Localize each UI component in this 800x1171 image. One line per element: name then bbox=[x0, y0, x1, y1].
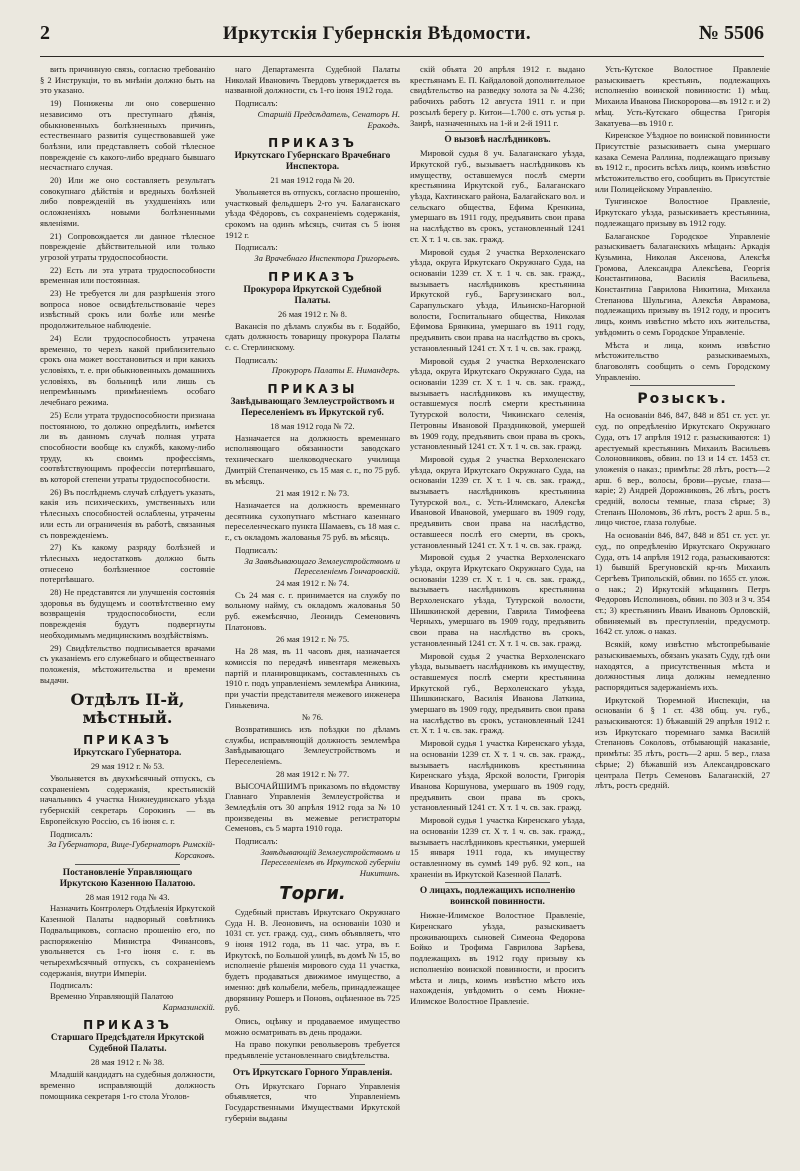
order-subheading: Завѣдывающаго Землеустройствомъ и Переселеніемъ въ Иркутской губ. bbox=[230, 397, 395, 419]
paragraph: Мировой судья 2 участка Верхоленскаго уѣзда, округа Иркутскаго Окружнаго Суда, на основаніи 1239 ст. Х т. 1 ч. св. зак. гражд., вызываетъ наслѣдниковъ крестьянина Тутурской вол., с. Усть-Илимскаго, Алексѣя Ивановой Ивановой, умершаго въ 1909 году, предъявить свои права на наслѣдство, оставшееся послѣ его смерти, въ срокъ, установленный 1241 ст. Х т. 1 ч. св. зак. гражд. bbox=[410, 453, 585, 550]
paragraph: наго Департамента Судебной Палаты Николай Ивановичъ Твердовъ утверждается въ названной должности, съ 1-го іюня 1912 года. bbox=[225, 64, 400, 96]
divider bbox=[445, 131, 550, 132]
paragraph: 28) Не представятся ли улучшенія состоянія здоровья въ будущемъ и соотвѣтственно ему возвращенія трудоспособности, если поврежденія будутъ подвергнуты необходимымъ медицинскимъ воздѣйствіямъ. bbox=[40, 587, 215, 640]
order-date: 21 мая 1912 года № 20. bbox=[270, 175, 355, 186]
order-subheading: Иркутскаго Губернатора. bbox=[73, 748, 182, 759]
issue-number: № 5506 bbox=[698, 22, 764, 44]
signer: Старшій Предсѣдатель, Сенаторъ Н. Еракодъ. bbox=[257, 108, 400, 130]
signer: Завѣдывающій Землеустройствомъ и Переселеніемъ въ Иркутской губерніи Никитинъ. bbox=[260, 846, 400, 879]
paragraph: 27) Къ какому разряду болѣзней и тѣлесныхъ недостатковъ должно быть отнесено болѣзненное состояніе потерпѣвшаго. bbox=[40, 542, 215, 585]
column-2 bbox=[225, 64, 400, 1165]
order-date: № 76. bbox=[301, 712, 324, 723]
paragraph: Мировой судья 2 участка Верхоленскаго уѣзда, вызываетъ наслѣдниковъ къ имуществу, оставшемуся послѣ смерти крестьянина Иркутской губ., Верхоленскаго уѣзда, Шишкинскаго, Василія Иванова Латкина, умершаго въ 1909 году, предъявить свои права на наслѣдство въ срокъ, установленный 1241 ст. Х т. 1 ч. св. зак. гражд. bbox=[410, 650, 585, 736]
paragraph: 22) Есть ли эта утрата трудоспособности временная или постоянная. bbox=[40, 264, 215, 286]
order-date: 29 мая 1912 г. № 53. bbox=[90, 761, 165, 772]
divider bbox=[630, 385, 735, 386]
order-date: 26 мая 1912 г. № 8. bbox=[277, 308, 348, 319]
page-number: 2 bbox=[40, 22, 50, 44]
paragraph: Всякій, кому извѣстно мѣстопребываніе разыскиваемыхъ, обязанъ указать Суду, гдѣ они находятся, а присутственныя мѣста и должностныя лица должны немедленно распорядиться задержаніемъ ихъ. bbox=[595, 639, 770, 692]
order-subheading: Постановленіе Управляющаго Иркутскою Казенною Палатою. bbox=[59, 867, 196, 889]
section-subheading: Отъ Иркутскаго Горного Управленія. bbox=[232, 1067, 393, 1078]
order-date: 28 мая 1912 г. № 38. bbox=[90, 1057, 165, 1068]
signed-label: Подписалъ: bbox=[235, 242, 278, 253]
order-subheading: Иркутскаго Губернскаго Врачебнаго Инспектора. bbox=[234, 151, 391, 173]
order-heading: ПРИКАЗЪ bbox=[83, 1018, 172, 1033]
paragraph: На основаніи 846, 847, 848 и 851 ст. уст. уг. суд., по опредѣленію Иркутскаго Окружнаго Суда, отъ 14 апрѣля 1912 года, разыскиваются: 1) бывшій Брегуновскій кр-нъ Михаилъ Сергѣевъ Трипольскій, обвин. по 1655 ст. улож. о нак.; 2) Иркутскій мѣщанинъ Петръ Федоровъ Исполиновъ, обвин. по 303 и 3 ч. 354 ст.; 3) крестьянинъ Иванъ Ивановъ Орловскій, обвиняемый въ преступленіи, предусмотр. 1642 ст. улож. о наказ. bbox=[595, 530, 770, 637]
paragraph: Нижне-Илимское Волостное Правленіе, Киренскаго уѣзда, разыскиваетъ проживающихъ сыновей Симеона Федорова Бойко и Трофима Гаврилова Зарѣева, подлежащихъ въ 1912 году призыву къ исполненію воинской повинности, и проситъ мѣста и лицъ, коимъ извѣстно мѣсто ихъ нахожденія, увѣдомить о семъ Нижне-Илимское Волостное Правленіе. bbox=[410, 910, 585, 1006]
divider bbox=[75, 864, 180, 865]
section-heading: Отдѣлъ II-й, мѣстный. bbox=[70, 690, 185, 728]
paragraph: Отъ Иркутскаго Горнаго Управленія объявляется, что Управленіемъ Государственными Имуществами Иркутской губерніи выданы bbox=[225, 1080, 400, 1123]
paragraph: Съ 24 мая с. г. принимается на службу по вольному найму, съ окладомъ жалованья 50 руб. ежемѣсячно, Леонидъ Семеновичъ Платоновъ. bbox=[225, 589, 400, 632]
section-subheading: О вызовѣ наслѣдниковъ. bbox=[444, 135, 551, 146]
order-date: 28 мая 1912 г. № 77. bbox=[275, 768, 350, 779]
paragraph: На 28 мая, въ 11 часовъ дня, назначается комиссія по передачѣ инвентаря межевыхъ партій и планировщикамъ, составленныхъ съ 1910 г. подъ управленіемъ землемѣра Аникина, при участіи представителя межевого инженера Гинькевича. bbox=[225, 646, 400, 710]
paragraph: На основаніи 846, 847, 848 и 851 ст. уст. уг. суд. по опредѣленію Иркутскаго Окружнаго Суда, отъ 17 апрѣля 1912 г. разыскиваются: 1) арестуемый крестьянинъ Михаилъ Васильевъ Солоновниковъ, обвин. по 13 и 14 ст. 1453 ст. уложенія о наказ.; примѣты: 28 лѣтъ, ростъ—2 арш. 6 вер., волосы, брови—русые, глаза—карiе; 2) Андрей Дорожниковъ, 26 лѣтъ, ростъ средній, волосы темные, глаза сѣрые; 3) Степанъ Шоломовъ, 36 лѣтъ, ростъ 2 арш. 5 в., лицо чистое, глаза голубые. bbox=[595, 410, 770, 528]
paragraph: 21) Сопровождается ли данное тѣлесное поврежденіе дѣйствительной или только угрозой утраты трудоспособности. bbox=[40, 230, 215, 262]
paragraph: 26) Въ послѣднемъ случаѣ слѣдуетъ указать, какія изъ психическихъ, умственныхъ или тѣлесныхъ способностей ослаблены, утрачены или есть ли ограниченія въ работѣ, связанныя съ поврежденіемъ. bbox=[40, 486, 215, 540]
signer-role: Временно Управляющій Палатою bbox=[50, 991, 174, 1002]
signer: За Завѣдывающаго Землеустройствомъ и Переселеніемъ Гончаровскій. bbox=[244, 555, 400, 577]
signer: За Губернатора, Вице-Губернаторъ Римскій-Корсаковъ. bbox=[47, 839, 215, 860]
paragraph: Возвратившись изъ поѣздки по дѣламъ службы, исправляющій должность землемѣра Завѣдывающаго Землеустройствомъ и Переселеніемъ. bbox=[225, 724, 400, 767]
paragraph: Мировой судья 2 участка Верхоленскаго уѣзда, округа Иркутскаго Окружнаго Суда, на основаніи 1239 ст. Х т. 1 ч. св. зак. гражд., вызываетъ наслѣдниковъ крестьянина Верхоленскаго уѣзда, Тутурской волости, Шишкинской деревни, Гаврила Тимофеева Черныхъ, умершаго въ 1909 году, предъявить свои права на наслѣдство въ срокъ, установленный 1241 ст. Х т. 1 ч. св. зак. гражд. bbox=[410, 552, 585, 648]
signer: Кармазинскій. bbox=[162, 1001, 215, 1012]
paragraph: 25) Если утрата трудоспособности признана постоянною, то должно опредѣлить, имѣется ли въ данномъ случаѣ полная утрата способности вообще къ службѣ, какому-либо труду, къ своимъ профессіямъ, соотвѣтствующимъ профессіи потерпѣвшаго, въ которой степени утраты трудоспособности. bbox=[40, 409, 215, 485]
order-subheading: Прокурора Иркутской Судебной Палаты. bbox=[243, 284, 382, 306]
order-date: 18 мая 1912 года № 72. bbox=[270, 421, 355, 432]
order-date: 21 мая 1912 г. № 73. bbox=[275, 488, 350, 499]
order-date: 24 мая 1912 г. № 74. bbox=[275, 577, 350, 588]
column-4 bbox=[595, 64, 770, 1165]
paragraph: Киренское Уѣздное по воинской повинности Присутствіе разыскиваетъ сына умершаго казака Семена Раллина, подлежащаго призыву въ 1912 г., просить всѣхъ лицъ, коимъ извѣстно мѣстожительство его, сообщить въ Присутствіе или Полицейскому Управленію. bbox=[595, 130, 770, 194]
columns bbox=[40, 64, 770, 1165]
paragraph: Балаганское Городское Управленіе разыскиваетъ балаганскихъ мѣщанъ: Аркадія Кузьмина, Николая Аксенова, Алексѣя Громова, Александра Алексѣева, Георгія Константинова, Василія Васильева, Константина Гаврилова Никитина, Михаила Степанова Шульгина, Алексѣя Аврамова, подлежащихъ призыву въ 1912 году, и проситъ лицъ, коимъ извѣстно мѣсто ихъ жительства, увѣдомить о семъ Городское Управленіе. bbox=[595, 230, 770, 337]
newspaper-title: Иркутскія Губернскія Вѣдомости. bbox=[222, 23, 532, 44]
order-date: 28 мая 1912 года № 43. bbox=[85, 891, 170, 902]
paragraph: Мѣста и лица, коимъ извѣстно мѣстожительство разыскиваемыхъ, благоволятъ сообщить о семъ Городскому Управленію. bbox=[595, 339, 770, 382]
signed-label: Подписалъ: bbox=[235, 98, 278, 109]
paragraph: Назначается на должность временнаго исполняющаго обязанности заводскаго техническаго шелководческаго училища Дмитрій Степанченко, съ 15 мая с. г., по 75 руб. въ мѣсяцъ. bbox=[225, 432, 400, 486]
paragraph: Усть-Кутское Волостное Правленіе разыскиваетъ крестьянъ, подлежащихъ исполненію воинской повинности: 1) мѣщ. Михаила Иванова Пискоророва—въ 1912 г. и 2) мѣщ. Усть-Кутскаго общества Григорія Закатуева—въ 1910 г. bbox=[595, 64, 770, 128]
divider bbox=[260, 1064, 365, 1065]
paragraph: Мировой судья 2 участка Верхоленскаго уѣзда, округа Иркутскаго Окружнаго Суда, на основаніи 1239 ст. Х т. 1 ч. св. зак. гражд., вызываетъ наслѣдниковъ крестьянина Иркутской губ., Баргузинскаго вол., Сарапульскаго уѣзда, Ильинско-Нагорной волости, Госпитальнаго общества, Николая Ефимова Брянкина, умершаго въ 1911 году, предъявить свои права на наслѣдство въ срокъ, установленный 1241 ст. Х т. 1 ч. св. зак. гражд. bbox=[410, 246, 585, 353]
section-subheading: О лицахъ, подлежащихъ исполненію воинской повинности. bbox=[419, 886, 576, 908]
section-heading-torgi: Торги. bbox=[279, 882, 346, 904]
signed-label: Подписалъ: bbox=[50, 980, 93, 991]
column-1 bbox=[40, 64, 215, 1165]
paragraph: Младшій кандидатъ на судебныя должности, временно исправляющій должность помощника секретаря 1-го стола Уголов- bbox=[40, 1069, 215, 1101]
signer: За Врачебнаго Инспектора Григорьевъ. bbox=[254, 253, 400, 264]
paragraph: Тунгинское Волостное Правленіе, Иркутскаго уѣзда, разыскиваетъ крестьянина, подлежащаго призыву въ 1912 году. bbox=[595, 196, 770, 228]
paragraph: Иркутской Тюремной Инспекціи, на основаніи 6 § 1 ст. 438 общ. уч. губ., разыскиваются: 1) бѣжавшій 29 апрѣля 1912 г. изъ Иркутскаго тюремнаго замка Василій Степановъ Соколовъ, отбывающій наказаніе, примѣты: 35 лѣтъ, ростъ—2 арш. 5 вер., глаза сѣрые; 2) бѣжавшій изъ Александровскаго централа Петръ Семеновъ Балаганскій, 27 лѣтъ, ростъ средній. bbox=[595, 694, 770, 791]
signer: Прокуроръ Палаты Е. Нимандеръ. bbox=[271, 365, 400, 376]
signed-label: Подписалъ: bbox=[235, 544, 278, 555]
order-subheading: Старшаго Предсѣдателя Иркутской Судебной Палаты. bbox=[50, 1033, 205, 1055]
paragraph: Назначается на должность временнаго десятника сухопутнаго мѣстнаго казеннаго переселенческаго пункта Шамаевъ, съ 18 мая с. г., съ окладомъ жалованья 75 руб. въ мѣсяцъ. bbox=[225, 499, 400, 543]
order-heading: ПРИКАЗЪ bbox=[83, 733, 172, 748]
order-heading: ПРИКАЗЪ bbox=[268, 136, 357, 151]
paragraph: Увольняется въ двухмѣсячный отпускъ, съ сохраненіемъ содержанія, крестьянскій начальникъ 4 участка Нижнеудинскаго уѣзда губернскій секретарь Сорокинъ — въ Европейскую Россію, съ 16 іюня с. г. bbox=[40, 773, 215, 826]
order-date: 26 мая 1912 г. № 75. bbox=[275, 634, 350, 645]
paragraph: Увольняется въ отпускъ, согласно прошенію, участковый фельдшеръ 2-го уч. Балаганскаго уѣзда Фёдоровъ, съ сохраненіемъ содержанія, срокомъ на одинъ мѣсяцъ, считая съ 5 іюня 1912 г. bbox=[225, 186, 400, 240]
paragraph: 24) Если трудоспособность утрачена временно, то черезъ какой приблизительно срокъ она может восстановиться и при какихъ условіяхъ, т. е. при обыкновенныхъ домашнихъ условіяхъ, въ больницѣ или лишь съ непремѣннымъ примѣненіемъ особаго лечебнаго режима. bbox=[40, 332, 215, 408]
header-rule bbox=[40, 56, 764, 57]
order-heading: ПРИКАЗЫ bbox=[267, 382, 358, 397]
paragraph: Мировой судья 2 участка Верхоленскаго уѣзда, округа Иркутскаго Окружнаго Суда, на основаніи 1239 ст. Х т. 1 ч. св. зак. гражд., вызываетъ наслѣдниковъ къ имуществу, оставшемуся послѣ смерти крестьянина Тутурской волости, Чикинскаго селенія, Петровны Ивановой Праздниковой, умершей въ 1909 году, предъявить свои права въ срокъ, установленный 1241 ст. Х т. 1 ч. св. зак. гражд. bbox=[410, 355, 585, 452]
signed-label: Подписалъ: bbox=[235, 836, 278, 847]
paragraph: 23) Не требуется ли для разрѣшенія этого вопроса новое освидѣтельствованіе через извѣстный срокъ или болѣе или менѣе продолжительное наблюденіе. bbox=[40, 288, 215, 331]
paragraph: 29) Свидѣтельство подписывается врачами съ указаніемъ его служебнаго и общественнаго положенія, мѣстожительства и времени выдачи. bbox=[40, 642, 215, 685]
paragraph: Вакансія по дѣламъ службы въ г. Бодайбо, сдать должность товарищу прокурора Палаты с. с. Стерлинскому. bbox=[225, 320, 400, 352]
paragraph: Мировой судья 1 участка Киренскаго уѣзда, на основаніи 1239 ст. Х т. 1 ч. св. зак. гражд., вызываетъ наслѣдниковъ крестьянина Киренскаго уѣзда, Ярской волости, Григорія Иванова Коршунова, умершаго въ 1909 году, предъявить свои права въ срокъ, установленный 1241 ст. Х т. 1 ч. св. зак. гражд. bbox=[410, 738, 585, 813]
paragraph: На право покупки револьверовъ требуется предъявленіе установленнаго свидѣтельства. bbox=[225, 1039, 400, 1061]
paragraph: 19) Понижены ли оно совершенно независимо отъ преступнаго дѣянія, обыкновенныхъ болѣзненныхъ причинъ, естественнаго развитія существовавшей уже болѣзни, или представляетъ собой тѣлесное поврежденіе съ какого-либо вреднаго бывшаго несчастнаго случая. bbox=[40, 98, 215, 173]
paragraph: Судебный приставъ Иркутскаго Окружнаго Суда Н. В. Леоновичъ, на основаніи 1030 и 1031 ст. уст. гражд. суд., симъ объявляетъ, что 9 іюня 1912 года, въ 11 час. утра, въ г. Иркутскѣ, по Большой улицѣ, въ домѣ № 15, во исполненіе рѣшенія мирового суда 11 участка, будетъ продаваться движимое имущество, а именно: двѣ колыбели, мебель, принадлежащее дворянину Рошеръ и Поновъ, оцѣненное въ 725 руб. bbox=[225, 906, 400, 1014]
paragraph: Мировой судья 1 участка Киренскаго уѣзда, на основаніи 1239 ст. Х т. 1 ч. св. зак. гражд., вызываетъ наслѣдниковъ крестьянки, умершей 15 января 1911 года, къ имуществу оставленному въ суммѣ 149 руб. 92 коп., на храненіи въ Иркутской Казенной Палатѣ. bbox=[410, 815, 585, 879]
divider bbox=[445, 882, 550, 883]
paragraph: вить причинную связь, согласно требованію § 2 Инструкціи, то въ мнѣніи должно быть на это указано. bbox=[40, 64, 215, 96]
order-heading: ПРИКАЗЪ bbox=[268, 269, 357, 284]
paragraph: ВЫСОЧАЙШИМЪ приказомъ по вѣдомству Главнаго Управленія Землеустройства и Земледѣлія отъ 30 апрѣля 1912 года за № 10 произведены въ межевые регистраторы Семеновъ, съ 5 марта 1910 года. bbox=[225, 780, 400, 834]
column-3 bbox=[410, 64, 585, 1165]
paragraph: скій объята 20 апрѣля 1912 г. выдано крестьянамъ Е. П. Кайдаловой дополнительное свидѣтельство на разведку золота за № 4.236; рабочихъ работъ 12 августа 1911 г. и при розсылѣ берегу р. Китои—1.700 с. отъ устья р. Заирѣ, назначенныхъ на 1-й и 2-й 1911 г. bbox=[410, 64, 585, 128]
paragraph: Мировой судья 8 уч. Балаганскаго уѣзда, Иркутской губ., вызываетъ наслѣдниковъ къ имуществу, оставшемуся послѣ смерти крестьянина Иркутской губ., Балаганскаго уѣзда, Кахтинскаго района, Балагайскаго вол. и сельскаго общества, Ефима Кренкина, умершаго въ 1911 году, предъявить свои права на наслѣдство въ срокъ, установленный 1241 ст. Х т. 1 ч. св. зак. гражд. bbox=[410, 148, 585, 244]
section-heading-rozysk: Розыскъ. bbox=[637, 391, 728, 408]
signed-label: Подписалъ: bbox=[235, 354, 278, 365]
signed-label: Подписалъ: bbox=[50, 828, 93, 839]
page-header bbox=[40, 22, 764, 52]
paragraph: 20) Или же оно составляетъ результатъ совокупнаго дѣйствія и вредныхъ болѣзней либо поврежденій въ ухудшеніяхъ или осложненіяхъ новыми болѣзненными явленіями. bbox=[40, 175, 215, 228]
paragraph: Назначить Контролеръ Отдѣленія Иркутской Казенной Палаты надворный совѣтникъ Подвальщиковъ, согласно прошенію его, по распоряженію Министра Финансовъ, увольняется съ 1-го іюня с. г. въ четырехмѣсячный отпускъ, съ сохраненіемъ содержанія, внутри Имперіи. bbox=[40, 903, 215, 978]
paragraph: Опись, оцѣнку и продаваемое имущество можно осматривать въ день продажи. bbox=[225, 1015, 400, 1037]
